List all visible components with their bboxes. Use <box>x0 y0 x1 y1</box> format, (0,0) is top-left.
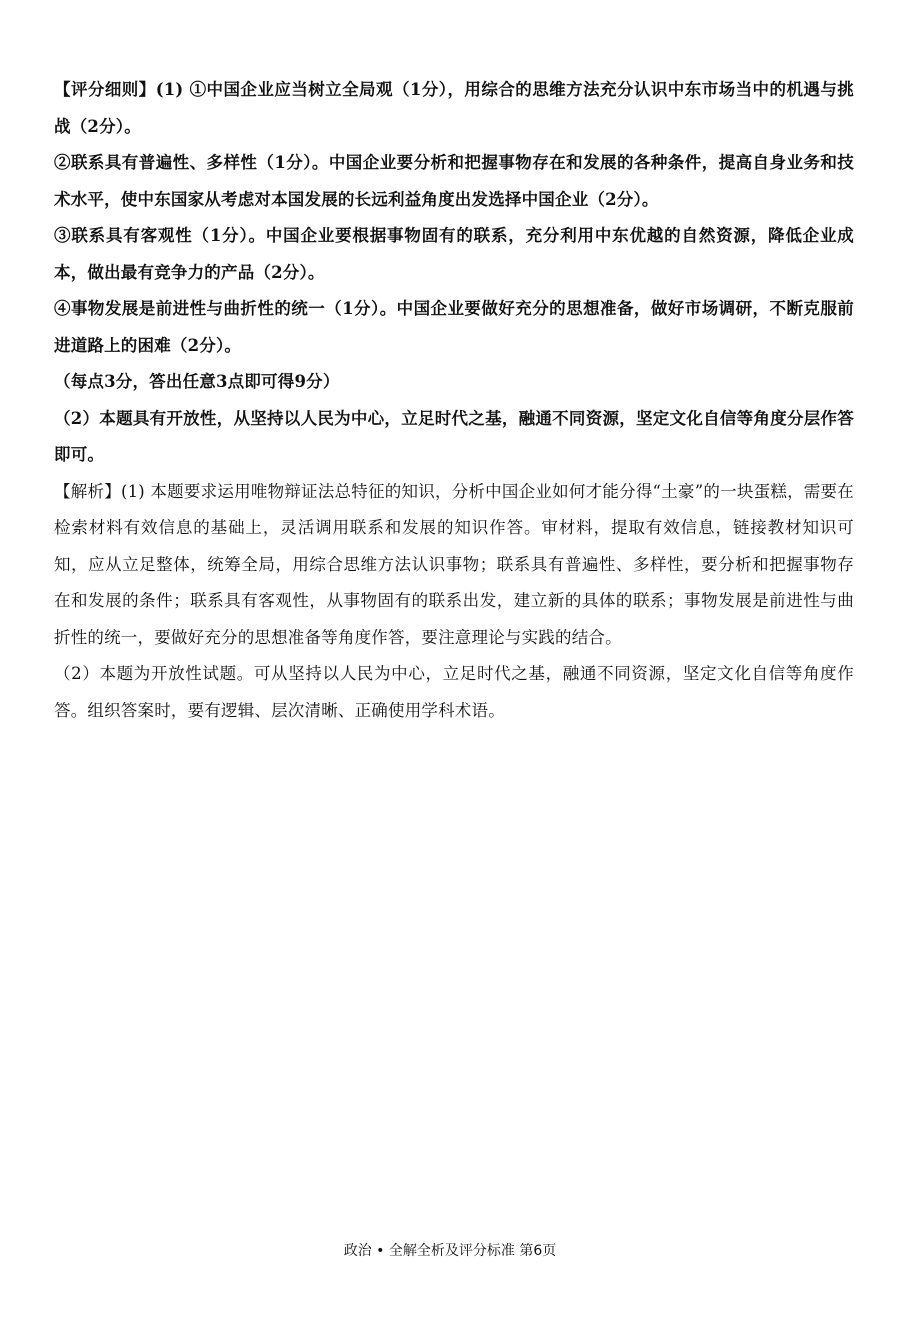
scoring-question-2: （2）本题具有开放性，从坚持以人民为中心，立足时代之基，融通不同资源，坚定文化自信等角度分层作答即可。 <box>54 408 854 464</box>
page-footer: 政治 • 全解全析及评分标准 第6页 <box>343 1243 557 1259</box>
analysis-question-1: 【解析】(1) 本题要求运用唯物辩证法总特征的知识，分析中国企业如何才能分得“土豪”的一块蛋糕，需要在检索材料有效信息的基础上，灵活调用联系和发展的知识作答。审材料，提取有效信息，链接教材知识可知，应从立足整体，统筹全局，用综合思维方法认识事物；联系具有普遍性、多样性，要分析和把握事物存在和发展的条件；联系具有客观性，从事物固有的联系出发，建立新的具体的联系；事物发展是前进性与曲折性的统一，要做好充分的思想准备等角度作答，要注意理论与实践的结合。 <box>54 481 854 647</box>
scoring-point-2: ②联系具有普遍性、多样性（1分）。中国企业要分析和把握事物存在和发展的各种条件，提高自身业务和技术水平，使中东国家从考虑对本国发展的长远利益角度出发选择中国企业（2分）。 <box>54 153 854 209</box>
scoring-point-1: 【评分细则】(1) ①中国企业应当树立全局观（1分），用综合的思维方法充分认识中东市场当中的机遇与挑战（2分）。 <box>54 80 854 136</box>
analysis-question-2: （2）本题为开放性试题。可从坚持以人民为中心，立足时代之基，融通不同资源，坚定文化自信等角度作答。组织答案时，要有逻辑、层次清晰、正确使用学科术语。 <box>54 664 854 720</box>
scoring-point-4: ④事物发展是前进性与曲折性的统一（1分）。中国企业要做好充分的思想准备，做好市场调研，不断克服前进道路上的困难（2分）。 <box>54 299 854 355</box>
scoring-point-3: ③联系具有客观性（1分）。中国企业要根据事物固有的联系，充分利用中东优越的自然资源，降低企业成本，做出最有竞争力的产品（2分）。 <box>54 226 854 282</box>
scoring-note: （每点3分，答出任意3点即可得9分） <box>54 372 340 391</box>
page-content <box>54 72 854 729</box>
